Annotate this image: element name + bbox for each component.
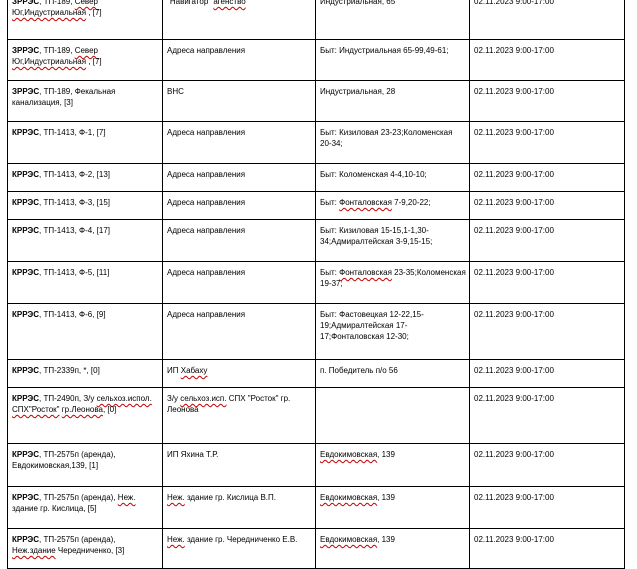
cell-time	[470, 444, 625, 487]
cell-address	[316, 444, 470, 487]
table-row	[8, 529, 625, 569]
location-text: СПХ"Росток"	[12, 405, 60, 414]
cell-address	[316, 40, 470, 81]
cell-location	[8, 487, 163, 529]
consumer-text: здание гр. Чередниченко Е.В.	[184, 535, 298, 544]
cell-address	[316, 164, 470, 192]
address-text: Индустриальная, 28	[320, 87, 396, 96]
address-text: п. Победитель п/о 56	[320, 366, 398, 375]
cell-address	[316, 0, 470, 40]
org-name: КРРЭС	[12, 493, 40, 502]
cell-location	[8, 0, 163, 40]
cell-time	[470, 220, 625, 262]
consumer-text: Неж.	[167, 535, 185, 544]
consumer-text: З/у	[167, 394, 181, 403]
time-text: 02.11.2023 9:00-17:00	[474, 310, 554, 319]
address-text: Евдокимовская	[320, 450, 378, 459]
location-text: , ТП-1413, Ф-3, [15]	[39, 198, 111, 207]
time-text: 02.11.2023 9:00-17:00	[474, 394, 554, 403]
address-text: , 139	[377, 450, 395, 459]
time-text: 02.11.2023 9:00-17:00	[474, 535, 554, 544]
location-text: , ТП-1413, Ф-1, [7]	[39, 128, 106, 137]
cell-time	[470, 164, 625, 192]
cell-location	[8, 360, 163, 388]
table-row	[8, 0, 625, 40]
location-text: , [0]	[102, 405, 117, 414]
cell-time	[470, 304, 625, 360]
org-name: КРРЭС	[12, 450, 40, 459]
address-text: 23-35;Коломенская 19-37;	[320, 268, 466, 288]
table-row	[8, 220, 625, 262]
cell-address	[316, 360, 470, 388]
cell-address	[316, 304, 470, 360]
cell-consumer	[163, 122, 316, 164]
cell-address	[316, 192, 470, 220]
location-text: , ТП-2575п (аренда), Евдокимовская,139, [1]	[12, 450, 116, 470]
cell-location	[8, 220, 163, 262]
location-text: , ТП-189,	[39, 0, 75, 6]
time-text: 02.11.2023 9:00-17:00	[474, 268, 554, 277]
location-text: , [7]	[86, 8, 102, 17]
table-row	[8, 388, 625, 444]
cell-time	[470, 40, 625, 81]
address-text: Быт:	[320, 198, 340, 207]
cell-consumer	[163, 304, 316, 360]
location-text: Север	[74, 46, 98, 55]
address-text: Быт: Индустриальная 65-99,49-61;	[320, 46, 449, 55]
cell-time	[470, 262, 625, 304]
org-name: КРРЭС	[12, 226, 40, 235]
outage-table	[7, 0, 625, 569]
cell-consumer	[163, 444, 316, 487]
cell-location	[8, 81, 163, 122]
location-text: , ТП-1413, Ф-2, [13]	[39, 170, 111, 179]
consumer-text: ИП	[167, 366, 181, 375]
time-text: 02.11.2023 9:00-17:00	[474, 366, 554, 375]
cell-address	[316, 529, 470, 569]
location-text: , ТП-189, Фекальная канализация, [3]	[12, 87, 116, 107]
location-text: , ТП-189,	[39, 46, 75, 55]
cell-address	[316, 262, 470, 304]
consumer-text: Адреса направления	[167, 128, 246, 137]
location-text: , ТП-2575п (аренда),	[39, 535, 116, 544]
location-text: Чередниченко, [3]	[55, 546, 125, 555]
location-text: , ТП-2339п, *, [0]	[39, 366, 100, 375]
location-text: Неж.здание	[12, 546, 56, 555]
table-row	[8, 487, 625, 529]
time-text: 02.11.2023 9:00-17:00	[474, 0, 554, 6]
cell-location	[8, 529, 163, 569]
cell-time	[470, 192, 625, 220]
org-name: ЗРРЭС	[12, 87, 40, 96]
address-text: Быт: Кизиловая 23-23;Коломенская 20-34;	[320, 128, 453, 148]
table-row	[8, 304, 625, 360]
table-row	[8, 40, 625, 81]
table-row	[8, 360, 625, 388]
consumer-text: СПХ "Росток" гр. Леонова	[167, 394, 291, 414]
location-text: сельхоз.испол.	[96, 394, 152, 403]
time-text: 02.11.2023 9:00-17:00	[474, 128, 554, 137]
org-name: КРРЭС	[12, 535, 40, 544]
org-name: КРРЭС	[12, 310, 40, 319]
location-text: , ТП-2575п (аренда),	[39, 493, 118, 502]
location-text: , ТП-1413, Ф-4, [17]	[39, 226, 111, 235]
consumer-text: Адреса направления	[167, 226, 246, 235]
time-text: 02.11.2023 9:00-17:00	[474, 226, 554, 235]
consumer-text: Адреса направления	[167, 170, 246, 179]
location-text: Юг,Индустриальная	[12, 8, 87, 17]
org-name: КРРЭС	[12, 268, 40, 277]
consumer-text: сельхоз.исп.	[180, 394, 227, 403]
org-name: КРРЭС	[12, 128, 40, 137]
cell-consumer	[163, 40, 316, 81]
cell-location	[8, 304, 163, 360]
consumer-text: здание гр. Кислица В.П.	[184, 493, 276, 502]
table-body	[8, 0, 625, 569]
cell-time	[470, 122, 625, 164]
table-row	[8, 444, 625, 487]
cell-time	[470, 81, 625, 122]
cell-time	[470, 388, 625, 444]
cell-location	[8, 262, 163, 304]
address-text: Евдокимовская	[320, 535, 378, 544]
org-name: КРРЭС	[12, 366, 40, 375]
cell-time	[470, 0, 625, 40]
consumer-text: ИП Яхина Т.Р.	[167, 450, 219, 459]
location-text: Неж.	[117, 493, 136, 502]
cell-location	[8, 164, 163, 192]
cell-address	[316, 122, 470, 164]
cell-consumer	[163, 192, 316, 220]
cell-consumer	[163, 262, 316, 304]
consumer-text: Адреса направления	[167, 46, 246, 55]
time-text: 02.11.2023 9:00-17:00	[474, 450, 554, 459]
table-row	[8, 81, 625, 122]
location-text: , ТП-1413, Ф-5, [11]	[39, 268, 110, 277]
org-name: КРРЭС	[12, 394, 40, 403]
time-text: 02.11.2023 9:00-17:00	[474, 170, 554, 179]
consumer-text: Адреса направления	[167, 310, 246, 319]
consumer-text: Неж.	[167, 493, 185, 502]
time-text: 02.11.2023 9:00-17:00	[474, 198, 554, 207]
location-text: , ТП-1413, Ф-6, [9]	[39, 310, 106, 319]
cell-address	[316, 487, 470, 529]
org-name: ЗРРЭС	[12, 46, 40, 55]
cell-time	[470, 487, 625, 529]
table-row	[8, 122, 625, 164]
cell-location	[8, 388, 163, 444]
time-text: 02.11.2023 9:00-17:00	[474, 87, 554, 96]
location-text: , [7]	[86, 57, 102, 66]
address-text: Быт: Фастовецкая 12-22,15-19;Адмиралтейская 17-17;Фонталовская 12-30;	[320, 310, 424, 341]
cell-consumer	[163, 0, 316, 40]
consumer-text: Хабаху	[180, 366, 208, 375]
address-text: Индустриальная, 65	[320, 0, 396, 6]
consumer-text: ВНС	[167, 87, 184, 96]
address-text: 7-9,20-22;	[391, 198, 431, 207]
consumer-text: агенство	[213, 0, 246, 6]
address-text: , 139	[377, 493, 395, 502]
cell-consumer	[163, 529, 316, 569]
table-row	[8, 164, 625, 192]
consumer-text: "Навигатор"	[167, 0, 214, 6]
cell-location	[8, 40, 163, 81]
cell-consumer	[163, 388, 316, 444]
cell-consumer	[163, 164, 316, 192]
cell-location	[8, 122, 163, 164]
time-text: 02.11.2023 9:00-17:00	[474, 46, 554, 55]
cell-consumer	[163, 360, 316, 388]
address-text: Фонталовская	[339, 198, 392, 207]
org-name: ЗРРЭС	[12, 0, 40, 6]
address-text: , 139	[377, 535, 395, 544]
cell-address	[316, 220, 470, 262]
cell-time	[470, 360, 625, 388]
time-text: 02.11.2023 9:00-17:00	[474, 493, 554, 502]
cell-location	[8, 192, 163, 220]
location-text: здание гр. Кислица, [5]	[12, 504, 97, 513]
cell-consumer	[163, 81, 316, 122]
consumer-text: Адреса направления	[167, 198, 246, 207]
cell-consumer	[163, 220, 316, 262]
address-text: Фонталовская	[339, 268, 392, 277]
location-text: , ТП-2490п, З/у	[39, 394, 97, 403]
cell-location	[8, 444, 163, 487]
address-text: Быт:	[320, 268, 340, 277]
org-name: КРРЭС	[12, 170, 40, 179]
location-text: Север	[74, 0, 98, 6]
location-text: гр.Леонова	[61, 405, 103, 414]
address-text: Евдокимовская	[320, 493, 378, 502]
consumer-text: Адреса направления	[167, 268, 246, 277]
table-row	[8, 192, 625, 220]
cell-time	[470, 529, 625, 569]
org-name: КРРЭС	[12, 198, 40, 207]
address-text: Быт: Кизиловая 15-15,1-1,30-34;Адмиралтейская 3-9,15-15;	[320, 226, 433, 246]
cell-address	[316, 81, 470, 122]
location-text: Юг,Индустриальная	[12, 57, 87, 66]
address-text: Быт: Коломенская 4-4,10-10;	[320, 170, 427, 179]
table-row	[8, 262, 625, 304]
cell-address	[316, 388, 470, 444]
cell-consumer	[163, 487, 316, 529]
